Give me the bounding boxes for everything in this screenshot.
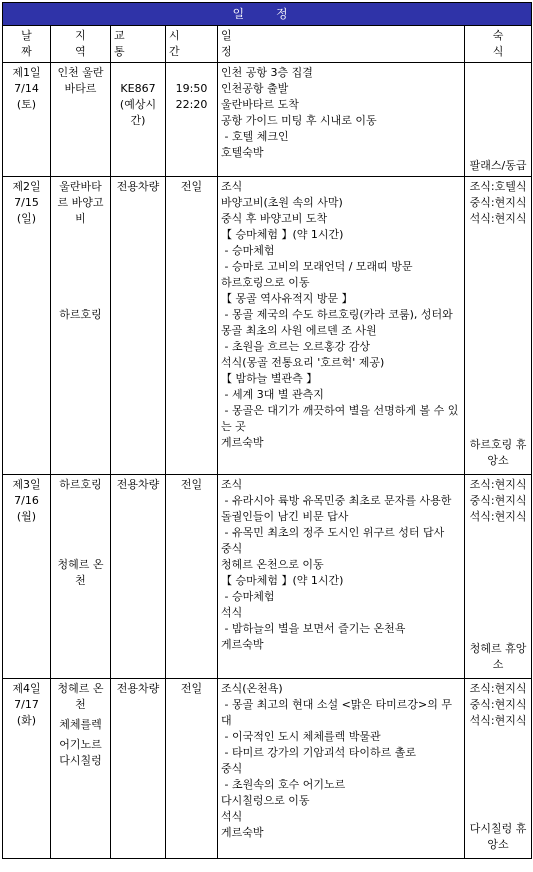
region-cell: 하르호링 청헤르 온천 bbox=[51, 475, 111, 679]
table-row bbox=[3, 177, 532, 475]
region-cell: 울란바타르 바양고비 하르호링 bbox=[51, 177, 111, 475]
header-time: 시 간 bbox=[166, 26, 218, 63]
time-cell: 전일 bbox=[166, 177, 218, 475]
title-row bbox=[3, 3, 532, 26]
header-region: 지 역 bbox=[51, 26, 111, 63]
day-cell: 제2일 7/15 (일) bbox=[3, 177, 51, 475]
lodging-cell: 조식:현지식 중식:현지식 석식:현지식 다시칠렁 휴앙소 bbox=[465, 679, 532, 859]
header-schedule: 일 정 bbox=[218, 26, 465, 63]
schedule-cell: 조식 - 유라시아 륙방 유목민중 최초로 문자를 사용한 돌궐인들이 남긴 비문 답사 - 유목민 최초의 정주 도시인 위구르 성터 답사 중식 청헤르 온천으로 이동 【 승마체험 】(약 1시간) - 승마체험 석식 - 밤하늘의 별을 보면서 즐기는 온천욕 게르숙박 bbox=[218, 475, 465, 679]
header-lodging: 숙 식 bbox=[465, 26, 532, 63]
time-cell: 전일 bbox=[166, 475, 218, 679]
lodging-cell: 팔래스/동급 bbox=[465, 63, 532, 177]
region-cell: 인천 울란바타르 bbox=[51, 63, 111, 177]
region-cell: 청헤르 온천 체체를렉 어기노르 다시칠렁 bbox=[51, 679, 111, 859]
header-row bbox=[3, 26, 532, 63]
header-day: 날 짜 bbox=[3, 26, 51, 63]
schedule-cell: 인천 공항 3층 집결 인천공항 출발 울란바타르 도착 공항 가이드 미팅 후 시내로 이동 - 호텔 체크인 호텔숙박 bbox=[218, 63, 465, 177]
day-cell: 제4일 7/17 (화) bbox=[3, 679, 51, 859]
transport-cell: KE867 (예상시간) bbox=[111, 63, 166, 177]
table-title: 일 정 bbox=[3, 3, 532, 26]
lodging-cell: 조식:현지식 중식:현지식 석식:현지식 청헤르 휴앙소 bbox=[465, 475, 532, 679]
transport-cell: 전용차량 bbox=[111, 475, 166, 679]
time-cell: 19:50 22:20 bbox=[166, 63, 218, 177]
table-row bbox=[3, 475, 532, 679]
lodging-cell: 조식:호텔식 중식:현지식 석식:현지식 하르호링 휴앙소 bbox=[465, 177, 532, 475]
day-cell: 제3일 7/16 (월) bbox=[3, 475, 51, 679]
transport-cell: 전용차량 bbox=[111, 177, 166, 475]
day-cell: 제1일 7/14 (토) bbox=[3, 63, 51, 177]
schedule-cell: 조식(온천욕) - 몽골 최고의 현대 소설 <맑은 타미르강>의 무대 - 이국적인 도시 체체를렉 박물관 - 타미르 강가의 기암괴석 타이하르 촐로 중식 - 초원속의 호수 어기노르 다시칠렁으로 이동 석식 게르숙박 bbox=[218, 679, 465, 859]
header-transport: 교 통 bbox=[111, 26, 166, 63]
time-cell: 전일 bbox=[166, 679, 218, 859]
schedule-cell: 조식 바양고비(초원 속의 사막) 중식 후 바양고비 도착 【 승마체험 】(약 1시간) - 승마체험 - 승마로 고비의 모래언덕 / 모래띠 방문 하르호링으로 이동 【 몽골 역사유적지 방문 】 - 몽골 제국의 수도 하르호링(카라 코룸), 성터와 몽골 최초의 사원 에르덴 조 사원 - 초원을 흐르는 오르홍강 감상 석식(몽골 전통요리 '호르헉' 제공) 【 밤하늘 별관측 】 - 세계 3대 별 관측지 - 몽골은 대기가 깨끗하여 별을 선명하게 볼 수 있는 곳 게르숙박 bbox=[218, 177, 465, 475]
transport-cell: 전용차량 bbox=[111, 679, 166, 859]
table-row bbox=[3, 679, 532, 859]
table-row bbox=[3, 63, 532, 177]
itinerary-table bbox=[2, 2, 532, 859]
